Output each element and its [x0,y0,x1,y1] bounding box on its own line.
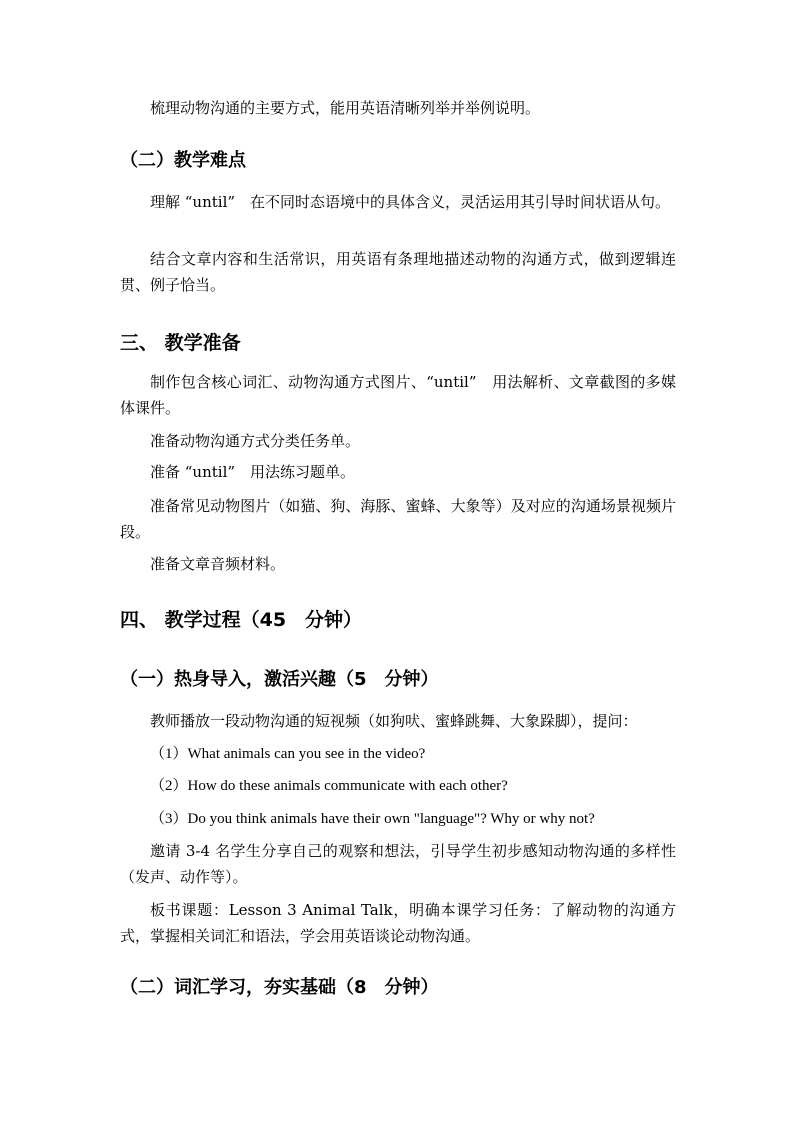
heading-teaching-difficulty: （二）教学难点 [120,150,246,171]
heading-teaching-preparation: 三、 教学准备 [120,332,241,354]
paragraph-prep-until-exercise: 准备 “until” 用法练习题单。 [150,463,356,481]
paragraph-prep-animal-pictures: 准备常见动物图片（如猫、狗、海豚、蜜蜂、大象等）及对应的沟通场景视频片段。 [120,497,676,541]
heading-teaching-process: 四、 教学过程（45 分钟） [120,609,363,631]
paragraph-prep-courseware: 制作包含核心词汇、动物沟通方式图片、“until” 用法解析、文章截图的多媒体课件。 [120,373,676,417]
paragraph-warmup-share: 邀请 3-4 名学生分享自己的观察和想法，引导学生初步感知动物沟通的多样性（发声、动作等）。 [120,842,676,886]
paragraph-prep-audio: 准备文章音频材料。 [150,555,286,573]
heading-warm-up: （一）热身导入，激活兴趣（5 分钟） [120,669,439,690]
heading-vocabulary: （二）词汇学习，夯实基础（8 分钟） [120,977,439,998]
paragraph-prep-task-sheet: 准备动物沟通方式分类任务单。 [150,432,361,450]
paragraph-difficulty-describe: 结合文章内容和生活常识，用英语有条理地描述动物的沟通方式，做到逻辑连贯、例子恰当。 [120,250,676,294]
question-1: （1）What animals can you see in the video? [150,746,426,762]
paragraph-warmup-video: 教师播放一段动物沟通的短视频（如狗吠、蜜蜂跳舞、大象跺脚），提问： [150,712,638,730]
question-2: （2）How do these animals communicate with each other? [150,778,508,794]
paragraph-key-point: 梳理动物沟通的主要方式，能用英语清晰列举并举例说明。 [150,99,541,117]
question-3: （3）Do you think animals have their own "language"? Why or why not? [150,811,595,827]
paragraph-difficulty-until: 理解 “until” 在不同时态语境中的具体含义，灵活运用其引导时间状语从句。 [150,193,671,211]
paragraph-warmup-title: 板书课题：Lesson 3 Animal Talk，明确本课学习任务：了解动物的沟通方式，掌握相关词汇和语法，学会用英语谈论动物沟通。 [120,901,676,945]
